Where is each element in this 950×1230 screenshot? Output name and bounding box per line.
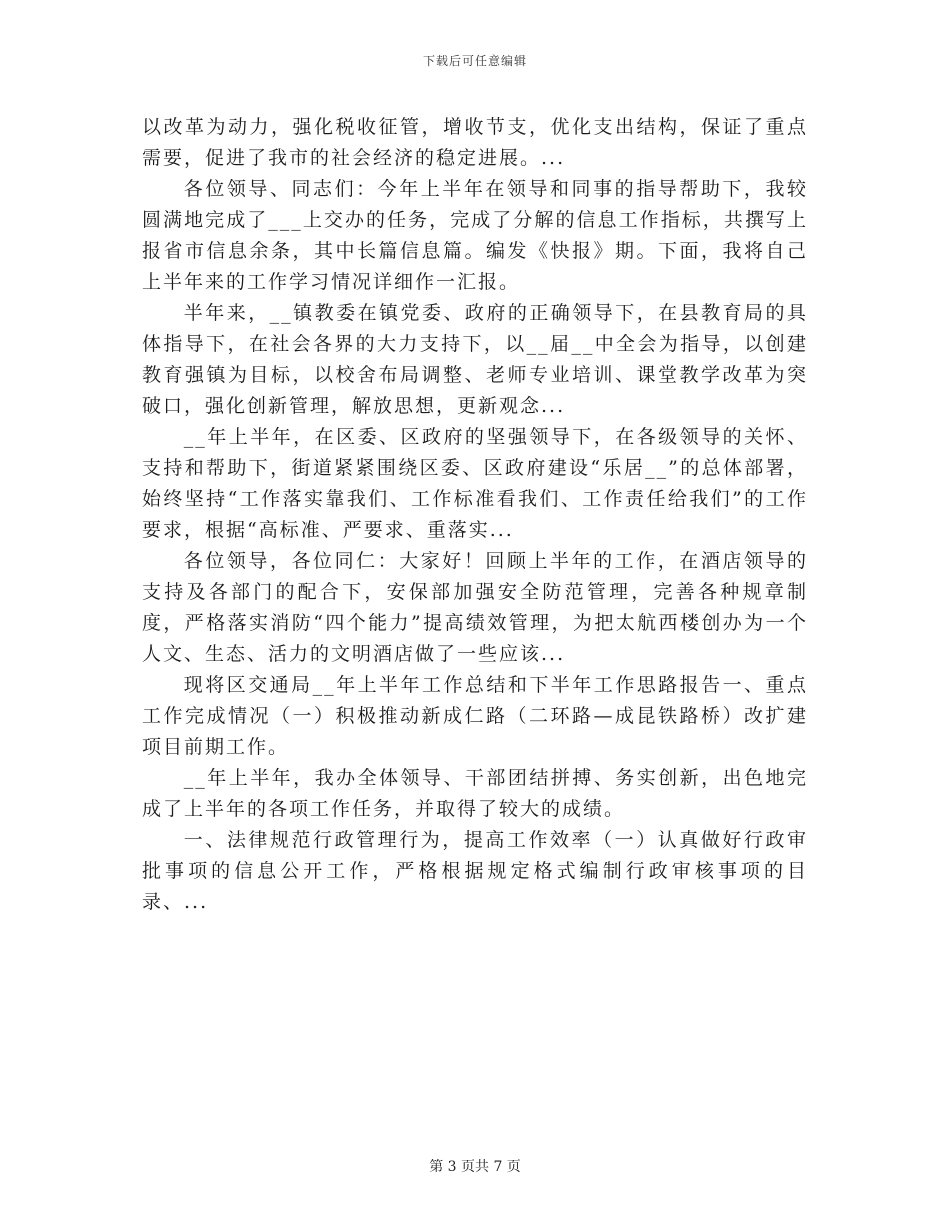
document-body <box>142 112 808 918</box>
page-header: 下载后可任意编辑 <box>422 54 527 68</box>
paragraph: 现将区交通局__年上半年工作总结和下半年工作思路报告一、重点工作完成情况（一）积极推动新成仁路（二环路—成昆铁路桥）改扩建项目前期工作。 <box>142 674 808 758</box>
paragraph: 以改革为动力，强化税收征管，增收节支，优化支出结构，保证了重点需要，促进了我市的社会经济的稳定进展。... <box>142 116 808 169</box>
page-number: 第 3 页共 7 页 <box>429 1159 521 1175</box>
paragraph: 半年来，__镇教委在镇党委、政府的正确领导下，在县教育局的具体指导下，在社会各界的大力支持下，以__届__中全会为指导，以创建教育强镇为目标，以校舍布局调整、老师专业培训、课堂教学改革为突破口，强化创新管理，解放思想，更新观念... <box>142 302 808 417</box>
paragraph: 各位领导、同志们：今年上半年在领导和同事的指导帮助下，我较圆满地完成了___上交办的任务，完成了分解的信息工作指标，共撰写上报省市信息余条，其中长篇信息篇。编发《快报》期。下面，我将自己上半年来的工作学习情况详细作一汇报。 <box>142 178 808 293</box>
paragraph: 各位领导，各位同仁：大家好！回顾上半年的工作，在酒店领导的支持及各部门的配合下，安保部加强安全防范管理，完善各种规章制度，严格落实消防“四个能力”提高绩效管理，为把太航西楼创办为一个人文、生态、活力的文明酒店做了一些应该... <box>142 550 808 665</box>
paragraph: __年上半年，在区委、区政府的坚强领导下，在各级领导的关怀、支持和帮助下，街道紧紧围绕区委、区政府建设“乐居__”的总体部署，始终坚持“工作落实靠我们、工作标准看我们、工作责任给我们”的工作要求，根据“高标准、严要求、重落实... <box>142 426 808 541</box>
paragraph: __年上半年，我办全体领导、干部团结拼搏、务实创新，出色地完成了上半年的各项工作任务，并取得了较大的成绩。 <box>142 767 808 820</box>
paragraph: 一、法律规范行政管理行为，提高工作效率（一）认真做好行政审批事项的信息公开工作，严格根据规定格式编制行政审核事项的目录、... <box>142 829 808 913</box>
